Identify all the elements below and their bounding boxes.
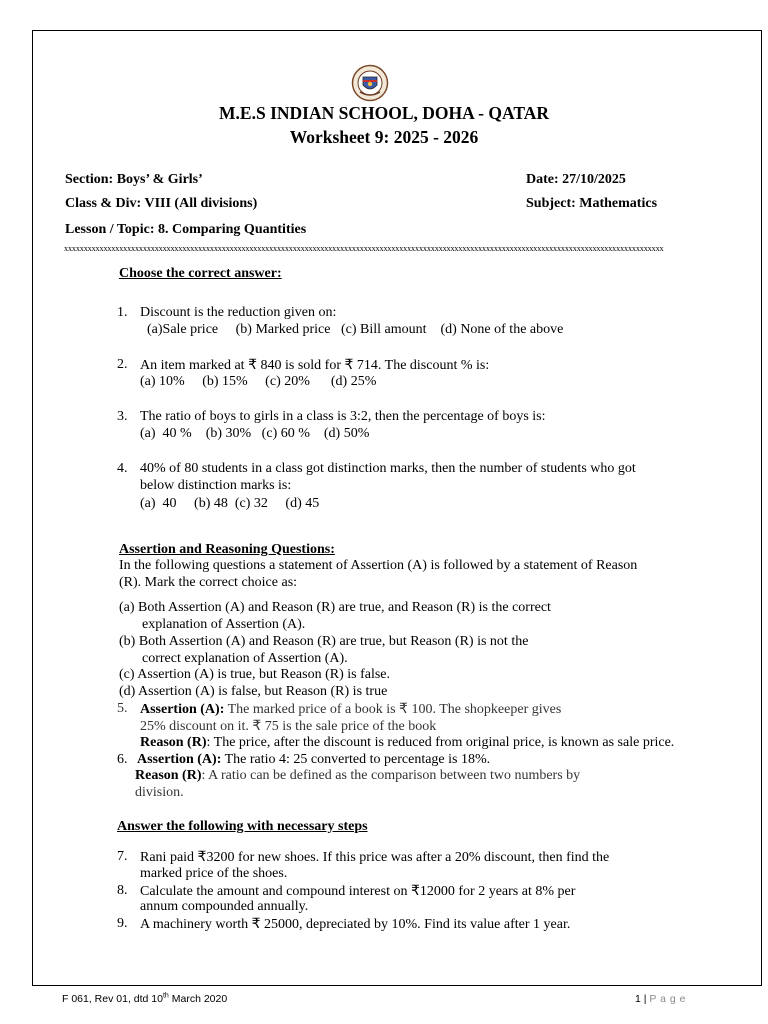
choice-b-line-1: (b) Both Assertion (A) and Reason (R) are true, but Reason (R) is not the bbox=[119, 634, 529, 649]
question-7-text: Rani paid ₹3200 for new shoes. If this price was after a 20% discount, then find the bbox=[140, 850, 610, 865]
question-5-assertion bbox=[140, 701, 561, 718]
question-5-assertion-cont: 25% discount on it. ₹ 75 is the sale price of the book bbox=[140, 719, 437, 734]
date-label: Date: 27/10/2025 bbox=[526, 172, 626, 187]
question-8-number: 8. bbox=[117, 883, 128, 898]
question-1-text: Discount is the reduction given on: bbox=[140, 305, 337, 320]
choice-d: (d) Assertion (A) is false, but Reason (R) is true bbox=[119, 684, 388, 699]
assertion-text: The marked price of a book is ₹ 100. The shopkeeper gives bbox=[224, 702, 562, 717]
assertion-intro-1: In the following questions a statement of Assertion (A) is followed by a statement of Reason bbox=[119, 558, 638, 573]
form-reference-text: F 061, Rev 01, dtd 10 bbox=[62, 993, 163, 1005]
question-7-text-cont: marked price of the shoes. bbox=[140, 866, 288, 881]
question-8-text: Calculate the amount and compound interest on ₹12000 for 2 years at 8% per bbox=[140, 884, 576, 899]
reason-label: Reason (R) bbox=[140, 735, 207, 750]
choice-c: (c) Assertion (A) is true, but Reason (R) is false. bbox=[119, 667, 390, 682]
question-4-text-cont: below distinction marks is: bbox=[140, 478, 292, 493]
form-reference bbox=[62, 993, 227, 1005]
question-7-number: 7. bbox=[117, 849, 128, 864]
question-2-options: (a) 10% (b) 15% (c) 20% (d) 25% bbox=[140, 374, 377, 389]
question-9-number: 9. bbox=[117, 916, 128, 931]
steps-heading: Answer the following with necessary steps bbox=[117, 819, 368, 834]
question-2-number: 2. bbox=[117, 357, 128, 372]
question-6-reason-cont: division. bbox=[135, 785, 184, 800]
separator-line: xxxxxxxxxxxxxxxxxxxxxxxxxxxxxxxxxxxxxxxxxxxxxxxxxxxxxxxxxxxxxxxxxxxxxxxxxxxxxxxxxxxxxxxxxxxxxxxxxxxxxxxxxxxxxxxxxxxxxxxxxxxxxxxxxxxxxxxxxxxxxxxxxxxxxxxx bbox=[64, 244, 664, 253]
page-label: P a g e bbox=[649, 993, 686, 1005]
question-2-text: An item marked at ₹ 840 is sold for ₹ 714. The discount % is: bbox=[140, 358, 490, 373]
reason-label: Reason (R) bbox=[135, 768, 202, 783]
question-3-options: (a) 40 % (b) 30% (c) 60 % (d) 50% bbox=[140, 426, 370, 441]
reason-text: : A ratio can be defined as the comparison between two numbers by bbox=[201, 768, 581, 783]
question-6-number: 6. bbox=[117, 752, 128, 767]
school-crest-icon bbox=[351, 64, 389, 102]
mcq-heading: Choose the correct answer: bbox=[119, 266, 282, 281]
question-4-number: 4. bbox=[117, 461, 128, 476]
question-1-number: 1. bbox=[117, 305, 128, 320]
question-5-reason bbox=[140, 735, 674, 751]
question-6-reason bbox=[135, 768, 580, 784]
question-5-number: 5. bbox=[117, 701, 128, 716]
question-3-number: 3. bbox=[117, 409, 128, 424]
form-reference-date: March 2020 bbox=[168, 993, 228, 1005]
choice-b-line-2: correct explanation of Assertion (A). bbox=[142, 651, 348, 666]
assertion-label: Assertion (A): bbox=[137, 752, 222, 767]
question-4-text: 40% of 80 students in a class got distinction marks, then the number of students who got bbox=[140, 461, 636, 476]
page-number-sep: | bbox=[640, 993, 650, 1005]
page-number bbox=[635, 993, 686, 1005]
page-number-value: 1 bbox=[635, 993, 641, 1005]
assertion-text: The ratio 4: 25 converted to percentage is 18%. bbox=[221, 752, 491, 767]
question-3-text: The ratio of boys to girls in a class is 3:2, then the percentage of boys is: bbox=[140, 409, 546, 424]
section-label: Section: Boys’ & Girls’ bbox=[65, 172, 203, 187]
worksheet-title: Worksheet 9: 2025 - 2026 bbox=[289, 127, 479, 147]
class-div-label: Class & Div: VIII (All divisions) bbox=[65, 196, 258, 211]
lesson-label: Lesson / Topic: 8. Comparing Quantities bbox=[65, 222, 307, 237]
reason-text: : The price, after the discount is reduced from original price, is known as sale price. bbox=[206, 735, 675, 750]
assertion-heading: Assertion and Reasoning Questions: bbox=[119, 542, 335, 557]
question-6-assertion bbox=[137, 752, 490, 768]
question-1-options: (a)Sale price (b) Marked price (c) Bill amount (d) None of the above bbox=[147, 322, 564, 337]
question-8-text-cont: annum compounded annually. bbox=[140, 899, 309, 914]
form-reference-sup: th bbox=[162, 992, 169, 1000]
choice-a-line-1: (a) Both Assertion (A) and Reason (R) are true, and Reason (R) is the correct bbox=[119, 600, 551, 615]
question-4-options: (a) 40 (b) 48 (c) 32 (d) 45 bbox=[140, 496, 320, 511]
school-name: M.E.S INDIAN SCHOOL, DOHA - QATAR bbox=[219, 103, 549, 123]
question-9-text: A machinery worth ₹ 25000, depreciated by 10%. Find its value after 1 year. bbox=[140, 917, 571, 932]
subject-label: Subject: Mathematics bbox=[526, 196, 658, 211]
choice-a-line-2: explanation of Assertion (A). bbox=[142, 617, 306, 632]
assertion-label: Assertion (A): bbox=[140, 702, 225, 717]
assertion-intro-2: (R). Mark the correct choice as: bbox=[119, 575, 298, 590]
